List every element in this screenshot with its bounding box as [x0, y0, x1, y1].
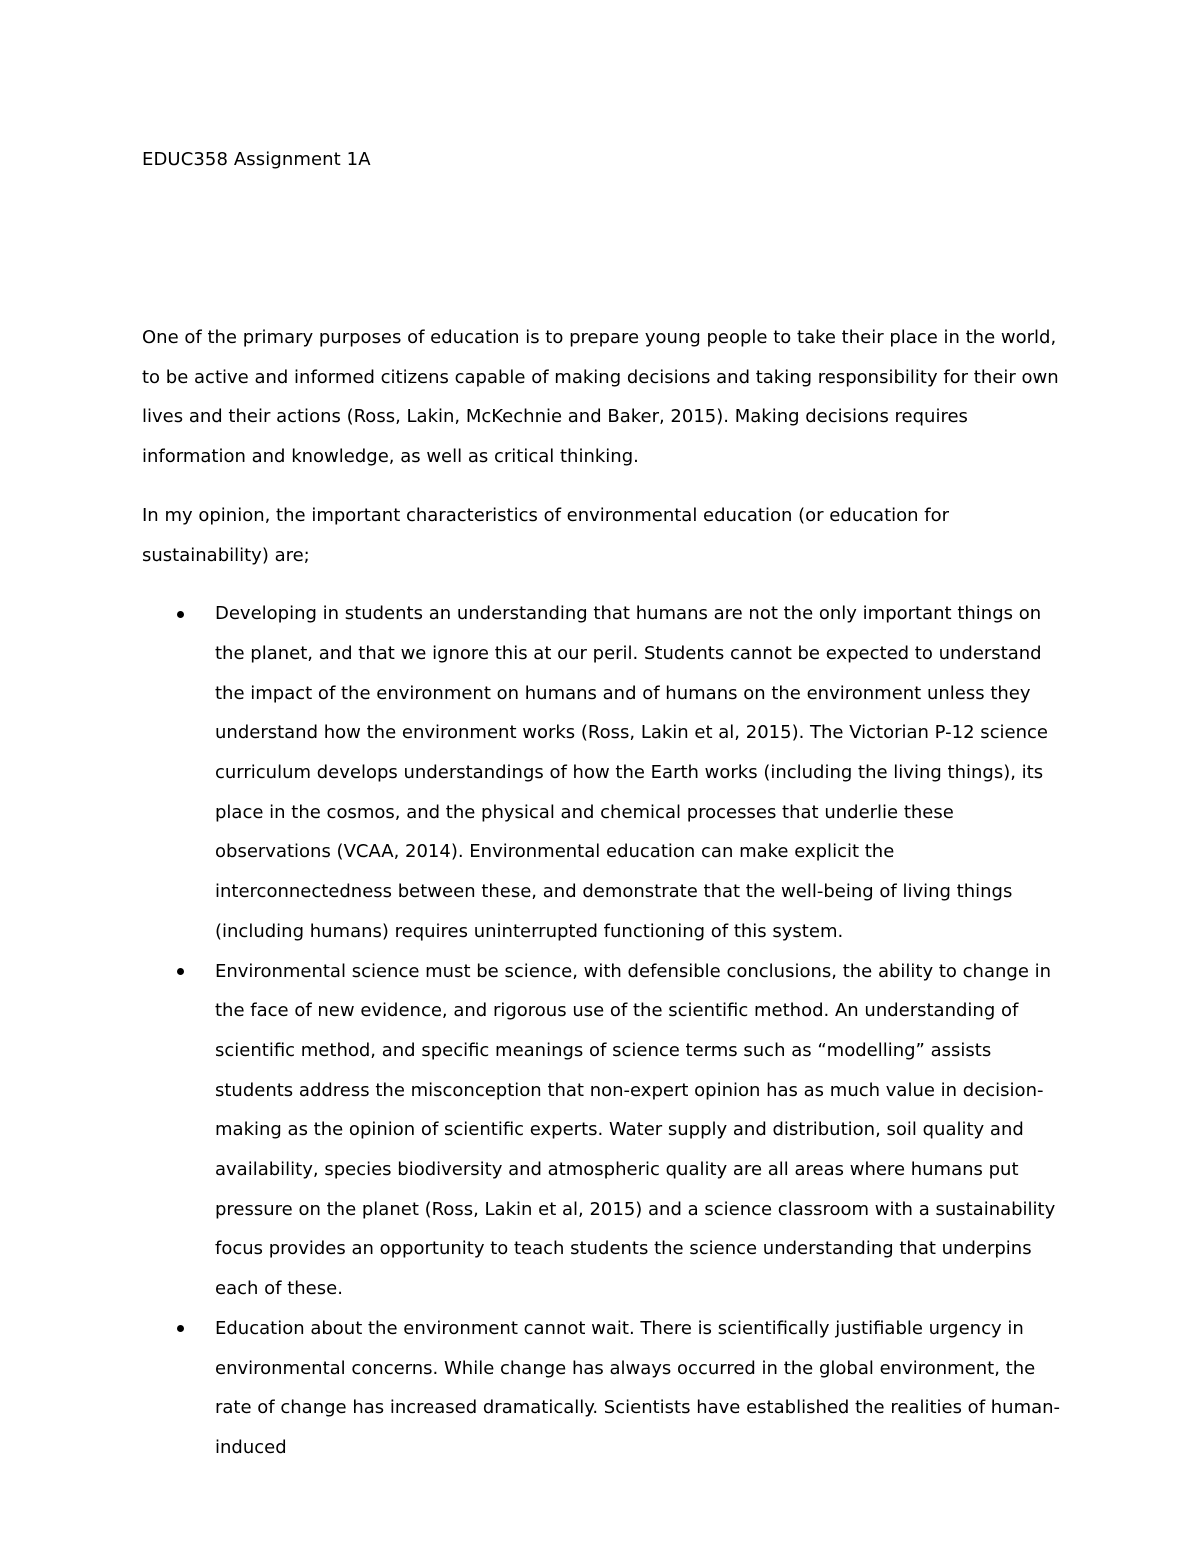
list-item-text: Environmental science must be science, with defensible conclusions, the ability to change in the face of new evidence, and rigorous use of the scientific method. An understanding of scientific method, and specific meanings of science terms such as “modelling” assists students address the misconception that non-expert opinion has as much value in decision-making as the opinion of scientific experts. Water supply and distribution, soil quality and availability, species biodiversity and atmospheric quality are all areas where humans put pressure on the planet (Ross, Lakin et al, 2015) and a science classroom with a sustainability focus provides an opportunity to teach students the science understanding that underpins each of these. [215, 960, 1056, 1300]
bullet-icon [174, 594, 186, 634]
bullet-icon [174, 952, 186, 992]
intro-paragraph: One of the primary purposes of education is to prepare young people to take their place in the world, to be active and informed citizens capable of making decisions and taking responsibility for their own lives and their actions (Ross, Lakin, McKechnie and Baker, 2015). Making decisions requires information and knowledge, as well as critical thinking. [142, 327, 1059, 468]
document-title: EDUC358 Assignment 1A [142, 149, 371, 170]
list-item [142, 594, 1072, 951]
list-item [142, 1309, 1072, 1468]
characteristics-intro-paragraph: In my opinion, the important characteristics of environmental education (or education for sustainability) are; [142, 504, 950, 566]
bullet-icon [174, 1309, 186, 1349]
document-body [142, 318, 1072, 1468]
list-item [142, 952, 1072, 1309]
list-item-text: Education about the environment cannot wait. There is scientifically justifiable urgency in environmental concerns. While change has always occurred in the global environment, the rate of change has increased dramatically. Scientists have established the realities of human-induced [215, 1317, 1061, 1458]
characteristics-list [142, 594, 1072, 1467]
list-item-text: Developing in students an understanding that humans are not the only important things on the planet, and that we ignore this at our peril. Students cannot be expected to understand the impact of the environment on humans and of humans on the environment unless they understand how the environment works (Ross, Lakin et al, 2015). The Victorian P-12 science curriculum develops understandings of how the Earth works (including the living things), its place in the cosmos, and the physical and chemical processes that underlie these observations (VCAA, 2014). Environmental education can make explicit the interconnectedness between these, and demonstrate that the well-being of living things (including humans) requires uninterrupted functioning of this system. [215, 603, 1048, 942]
